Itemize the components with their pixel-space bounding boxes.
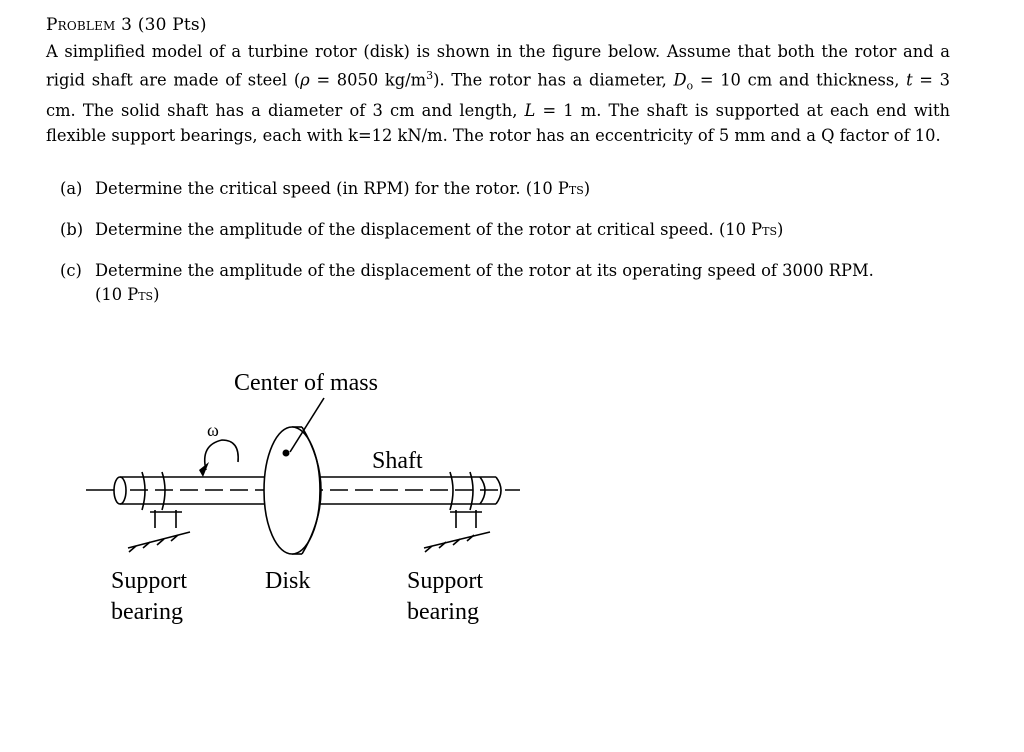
part-b-label: (b)	[60, 220, 84, 239]
diameter-value: = 10 cm and thickness,	[693, 70, 907, 90]
part-a-points: (10 Pts)	[525, 179, 591, 198]
thickness-symbol: t	[906, 70, 913, 90]
problem-title: Problem 3	[46, 15, 133, 35]
rotation-arrow	[205, 440, 238, 470]
right-ground-line	[424, 532, 490, 548]
part-a-text: Determine the critical speed (in RPM) for the rotor.	[95, 179, 521, 198]
thickness-value: = 3 cm. The solid shaft has a diameter of 3 cm and length,	[46, 70, 950, 121]
problem-points: (30 Pts)	[137, 15, 207, 35]
length-symbol: L	[524, 101, 536, 121]
left-bearing-support	[150, 510, 182, 528]
right-support-label-2: bearing	[407, 599, 479, 625]
disk-label: Disk	[265, 568, 311, 594]
left-support-label-1: Support	[111, 568, 188, 594]
part-c-points: (10 Pts)	[95, 285, 160, 305]
rotation-arrowhead	[199, 462, 209, 477]
diameter-subscript: o	[686, 80, 694, 94]
part-c-label: (c)	[60, 261, 82, 280]
part-c-text: Determine the amplitude of the displacement of the rotor at its operating speed of 3000 RPM.	[95, 261, 874, 280]
center-of-mass-label: Center of mass	[234, 370, 378, 396]
omega-label: ω	[207, 420, 219, 440]
left-ground-line	[128, 532, 190, 548]
rho-symbol: ρ	[300, 70, 310, 90]
intro-text-2: ). The rotor has a diameter,	[433, 70, 674, 90]
part-b-text: Determine the amplitude of the displacement of the rotor at critical speed.	[95, 220, 714, 239]
right-support-label-1: Support	[407, 568, 484, 594]
intro-text-1: A simplified model of a turbine rotor (disk) is shown in the figure below. Assume that both the rotor and a rigid shaft are made of steel (	[46, 42, 950, 90]
right-bearing-support	[450, 510, 482, 528]
left-support-label-2: bearing	[111, 599, 183, 625]
diameter-symbol: D	[673, 70, 687, 90]
shaft-left-end	[114, 477, 126, 504]
shaft-label: Shaft	[372, 448, 423, 474]
part-a-label: (a)	[60, 179, 83, 198]
length-value: = 1 m. The shaft is supported at each end with flexible support bearings, each with k=12 kN/m. The rotor has an eccentricity of 5 mm and a Q factor of 10.	[46, 101, 950, 145]
density-exponent: 3	[426, 69, 434, 83]
part-b-points: (10 Pts)	[718, 220, 784, 239]
density-value: = 8050 kg/m	[309, 70, 427, 90]
center-of-mass-dot	[283, 450, 290, 457]
